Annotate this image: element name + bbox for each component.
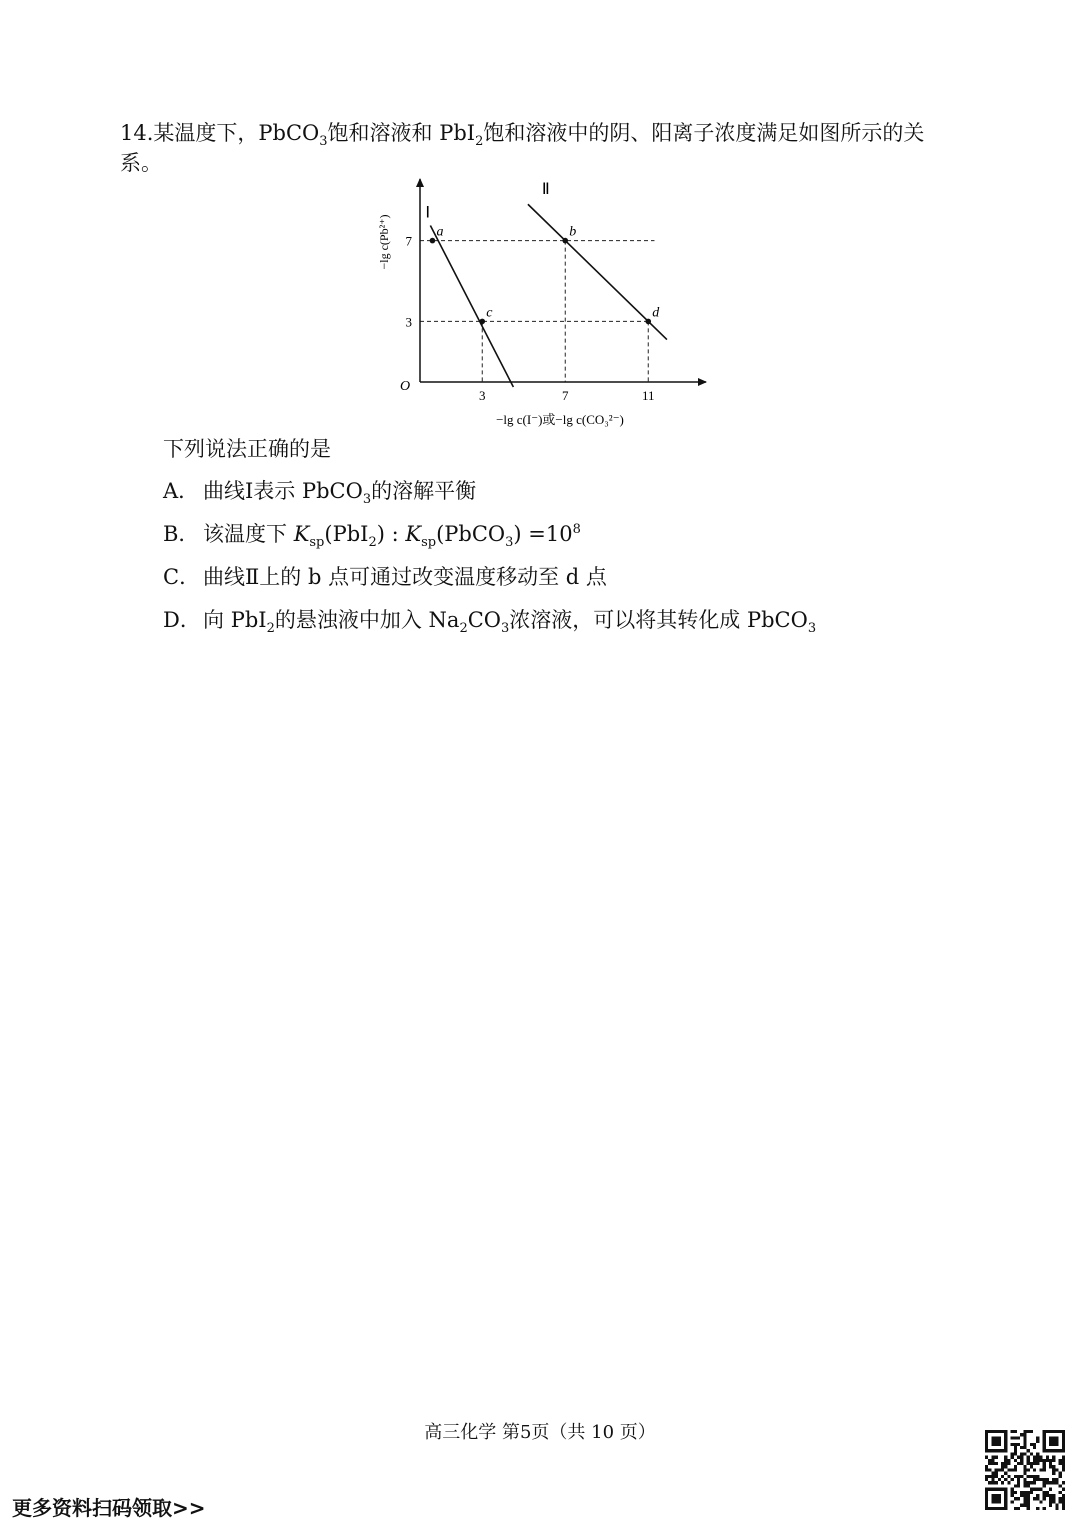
series-line-1 xyxy=(430,225,513,387)
question-number: 14. xyxy=(120,121,154,145)
option-b[interactable]: B． 该温度下 $K_{sp}(PbI_2)$ : $K_{sp}(PbCO_3) =10^8$ xyxy=(163,522,581,551)
option-c[interactable]: C． 曲线Ⅱ上的 b 点可通过改变温度移动至 d 点 xyxy=(163,565,607,589)
series-line-2 xyxy=(528,204,667,339)
point-a xyxy=(430,238,436,244)
solubility-chart xyxy=(360,172,720,434)
question-stem: 14.某温度下，PbCO$_3$饱和溶液和 PbI$_2$饱和溶液中的阴、阳离子浓度满足如图所示的关系。 xyxy=(120,121,925,175)
chart-svg xyxy=(360,172,720,434)
y-axis-label: −lg c(Pb²⁺) xyxy=(377,214,391,270)
x-tick-11: 11 xyxy=(641,388,655,403)
y-tick-3: 3 xyxy=(405,314,412,330)
x-tick-3: 3 xyxy=(479,388,486,403)
origin-label: O xyxy=(400,379,411,394)
series-label-2: Ⅱ xyxy=(541,181,550,199)
point-b xyxy=(562,238,568,244)
point-label-c: c xyxy=(486,305,493,321)
series-label-1: Ⅰ xyxy=(425,204,431,222)
point-d xyxy=(645,319,651,325)
option-a[interactable]: A． 曲线Ⅰ表示 PbCO$_3$的溶解平衡 xyxy=(163,479,477,508)
option-d[interactable]: D． 向 PbI$_2$的悬浊液中加入 $Na_2CO_3$浓溶液，可以将其转化成 PbCO$_3$ xyxy=(163,608,817,637)
promo-text[interactable]: 更多资料扫码领取>> xyxy=(12,1496,206,1520)
point-c xyxy=(479,319,485,325)
question-prompt: 下列说法正确的是 xyxy=(163,437,331,461)
y-tick-7: 7 xyxy=(405,233,412,249)
qr-code-icon[interactable] xyxy=(985,1430,1065,1510)
page-footer: 高三化学 第5页（共 10 页） xyxy=(424,1422,656,1443)
point-label-a: a xyxy=(436,224,444,240)
point-label-b: b xyxy=(569,224,577,240)
answer-options xyxy=(163,476,816,648)
point-label-d: d xyxy=(652,305,660,321)
x-tick-7: 7 xyxy=(562,388,569,403)
x-axis-label: −lg c(I⁻)或−lg c(CO₃²⁻) xyxy=(496,412,624,427)
